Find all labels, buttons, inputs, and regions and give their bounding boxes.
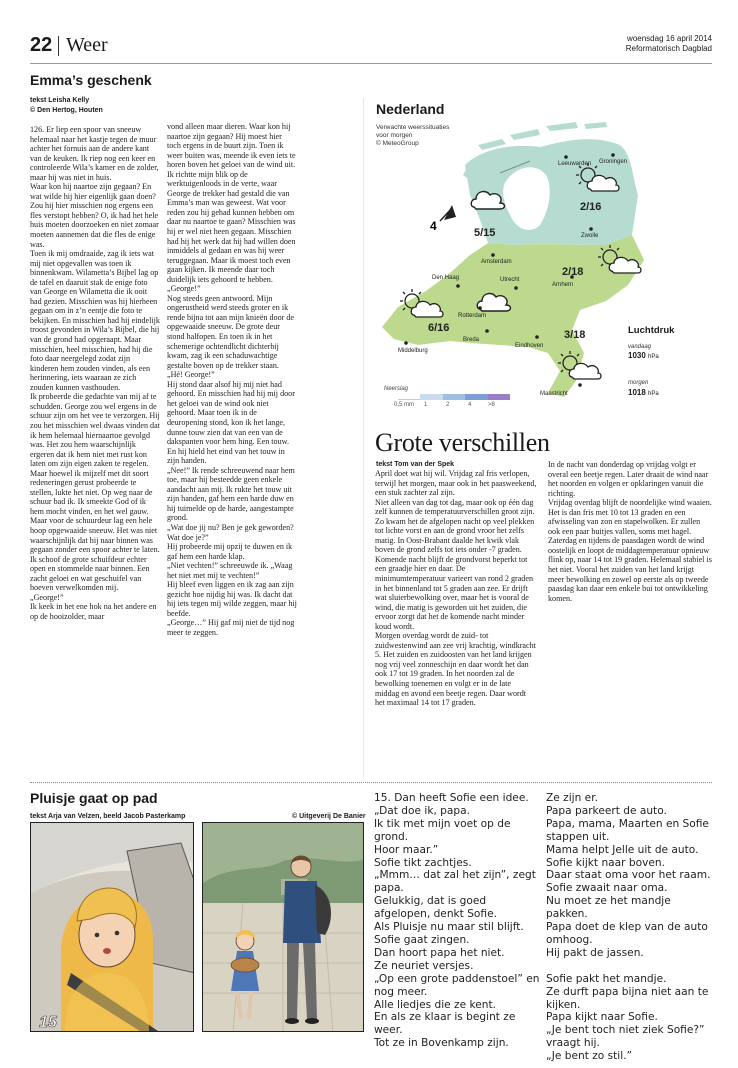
comic-text-column-1: 15. Dan heeft Sofie een idee. „Dat doe ik, papa. Ik tik met mijn voet op de grond. Hoor maar.” Sofie tikt zachtjes. „Mmm… dat zal het zijn”, zegt papa. Gelukkig, dat is goed afgelopen, denkt Sofie. Als Pluisje nu maar stil blijft. Sofie gaat zingen. Dan hoort papa het niet. Ze neuriet versjes. „Op een grote paddenstoel” en nog meer. Alle liedjes die ze kent. En als ze klaar is begint ze weer. Tot ze in Bovenkamp zijn.: [374, 792, 540, 1050]
neerslag-swatch: [465, 394, 487, 400]
emma-article-title: Emma’s geschenk: [30, 72, 152, 88]
city-dot: [535, 335, 539, 339]
father-and-girl-illustration: [203, 823, 364, 1032]
header-rule: [30, 63, 712, 64]
map-subtitle: Verwachte weerssituaties voor morgen © MeteoGroup: [376, 124, 450, 147]
pressure-today: [628, 351, 659, 360]
pressure-tomorrow-value: 1018: [628, 388, 646, 397]
city-label: Groningen: [599, 159, 628, 165]
neerslag-tick: 4: [468, 402, 472, 408]
neerslag-label: Neerslag: [384, 386, 409, 392]
city-label: Zwolle: [581, 233, 599, 239]
pressure-today-value: 1030: [628, 351, 646, 360]
city-dot: [478, 306, 482, 310]
girl-in-car-illustration: [31, 823, 194, 1032]
temperature-label: 2/18: [562, 266, 584, 278]
neerslag-tick: 2: [446, 402, 450, 408]
pressure-tomorrow: [628, 388, 659, 397]
map-island: [510, 129, 540, 140]
emma-publisher: © Den Hertog, Houten: [30, 107, 103, 114]
pressure-unit: hPa: [648, 354, 659, 360]
pressure-tomorrow-label: morgen: [628, 380, 649, 386]
comic-text-column-2: Ze zijn er. Papa parkeert de auto. Papa, mama, Maarten en Sofie stappen uit. Mama helpt Jelle uit de auto. Sofie kijkt naar boven. Daar staat oma voor het raam. Sofie zwaait naar oma. Nu moet ze het mandje pakken. Papa doet de klep van de auto omhoog. Hij pakt de jassen. Sofie pakt het mandje. Ze durft papa bijna niet aan te kijken. Papa kijkt naar Sofie. „Je bent toch niet ziek Sofie?” vraagt hij. „Je bent zo stil.”: [546, 792, 711, 1063]
wind-arrow: [444, 205, 456, 220]
weather-column-2: In de nacht van donderdag op vrijdag volgt er overal een beetje regen. Later draait de wind naar het noorden en volgen er opklaringen vanuit die richting. Vrijdag overdag blijft de noordelijke wind waaien. Het is dan fris met 10 tot 13 graden en een afwisseling van zon en stapelwolken. Er zullen ook een paar buitjes vallen, soms met hagel. Zaterdag en tijdens de paasdagen wordt de wind oostelijk en loopt de middagtemperatuur opnieuw flink op, naar 14 tot 19 graden. Helemaal stabiel is het niet. Vooral het zuiden van het land krijgt meer bewolking en zowel op eerste als op tweede paasdag kan daar een enkele bui tot ontwikkeling komen.: [548, 460, 712, 603]
weather-article-author: tekst Tom van der Spek: [376, 461, 455, 468]
emma-column-1: 126. Er liep een spoor van sneeuw helemaal naar het kastje tegen de muur achter het fornuis aan de andere kant van de keuken. Ik riep nog een keer en controleerde Wila’s kamer en de zolder, maar hij was niet in huis. Waar kon hij naartoe zijn gegaan? En wat wilde hij hier eigenlijk gaan doen? Zou hij hier misschien nog ergens een fles verstopt hebben? O, ik had het hele huis moeten doorzoeken en niet zomaar moeten aannemen dat die fles de enige was. Toen ik mij omdraaide, zag ik iets wat mij niet opgevallen was toen ik binnenkwam. Wilametta’s Bijbel lag op de tafel en daaruit stak de enige foto van George en Wilametta die ik ooit had gezien. Misschien was hij hierheen gegaan om in z’n eentje die foto te bekijken. En misschien had hij eindelijk troost gevonden in Wila’s Bijbel, die hij van de grond had opgeraapt. Maar misschien, heel misschien, had hij die foto daar neergelegd zodat zijn kinderen hem zouden vinden, als een herinnering, iets waaraan ze zich zouden kunnen vasthouden. Ik probeerde die gedachte van mij af te schudden. George zou wel ergens in de schuur zijn om het vee te verzorgen. Hij zou het misschien wel dwaas vinden dat ik hem helemaal hiernaartoe gevolgd was. Het zou hem waarschijnlijk ergeren dat ik hem niet met rust kon laten om zijn eigen zaken te regelen. Maar hoewel ik mijzelf met dit soort redeneringen gerust probeerde te stellen, lukte het niet. Op weg naar de schuur bad ik. Ik smeekte God of ik hem mocht vinden, en het wel gauw. Maar voor de schuurdeur lag een hele hoop opgewaaide sneeuw. Het was niet waarschijnlijk dat hij naar binnen was gegaan zonder een spoor achter te laten. Ik schoof de grote schuifdeur echter open en stommelde naar binnen. Een zacht geloei en wat geschuifel van hoeven verwelkomden mij. „George!” Ik keek in het ene hok na het andere en op de hooizolder, maar: [30, 125, 160, 621]
city-dot: [456, 284, 460, 288]
neerslag-swatch: [398, 394, 420, 400]
comic-copyright: © Uitgeverij De Banier: [292, 813, 366, 820]
comic-panel-number: 15: [39, 1014, 57, 1031]
city-label: Amsterdam: [481, 259, 512, 265]
city-label: Middelburg: [398, 348, 428, 354]
weather-article-title: Grote verschillen: [375, 428, 550, 457]
city-label: Arnhem: [552, 282, 574, 288]
comic-panel-car: [30, 822, 194, 1032]
temperature-label: 2/16: [580, 201, 602, 213]
map-title: Nederland: [376, 101, 445, 117]
city-dot: [589, 227, 593, 231]
comic-title: Pluisje gaat op pad: [30, 790, 158, 806]
temperature-label: 3/18: [564, 329, 586, 341]
luchtdruk-title: Luchtdruk: [628, 325, 675, 336]
city-label: Leeuwarden: [558, 161, 592, 167]
city-dot: [404, 341, 408, 345]
page-number: 22: [30, 34, 53, 56]
city-dot: [611, 153, 615, 157]
comic-credit: tekst Arja van Velzen, beeld Jacob Pasterkamp: [30, 813, 186, 820]
temperature-label: 5/15: [474, 227, 496, 239]
city-dot: [564, 155, 568, 159]
city-label: Rotterdam: [458, 313, 487, 319]
city-label: Breda: [463, 337, 480, 343]
pressure-unit: hPa: [648, 391, 659, 397]
header-newspaper: Reformatorisch Dagblad: [625, 44, 712, 53]
wind-force: 4: [430, 219, 437, 233]
city-label: Utrecht: [500, 277, 520, 283]
city-dot: [514, 286, 518, 290]
city-dot: [485, 329, 489, 333]
header-separator: [58, 36, 59, 56]
emma-column-2: vond alleen maar dieren. Waar kon hij naartoe zijn gegaan? Hij moest hier toch ergens in de buurt zijn. Toen ik weer buiten was, meende ik even iets te horen boven het geloei van de wind uit. Ik richtte mijn blik op de werktuigenloods in de verte, waar George de trekker had gestald die van Emma’s man was geweest. Wat voor reden zou hij gehad kunnen hebben om daar nu naartoe te gaan? Misschien was hij er wel niet heen gegaan. Misschien had hij het werk dat hij had willen doen inmiddels al gedaan en was hij weer teruggegaan. Maar ik moest toch even gaan kijken. Ik meende daar toch duidelijk iets gehoord te hebben. „George!” Nog steeds geen antwoord. Mijn ongerustheid werd steeds groter en ik rende bijna tot aan mijn knieën door de opgewaaide sneeuw. De grote deur stond halfopen. En toen ik in het schemerige ochtendlicht dichterbij kwam, zag ik een schaduwachtige gestalte boven op de trekker staan. „Hé! George!” Hij stond daar alsof hij mij niet had gehoord. En misschien had hij mij door het geloei van de wind ook niet gehoord. Maar toen ik in de deuropening stond, kon ik het lange, dunne touw zien dat van een van de dakspanten voor hem hing. Een touw. En hij hield het eind van het touw in zijn handen. „Nee!” Ik rende schreeuwend naar hem toe, maar hij besteedde geen enkele aandacht aan mij. Ik rukte het touw uit zijn handen, gaf hem een harde duw en hij tuimelde op de harde, aangestampte grond. „Wat doe jij nu? Ben je gek geworden? Wat doe je?” Hij probeerde mij opzij te duwen en ik gaf hem een harde klap. „Niet vechten!” schreeuwde ik. „Waag het niet met mij te vechten!” Hij bleef even liggen en ik zag aan zijn gezicht hoe nijdig hij was. Ik dacht dat hij iets tegen mij wilde zeggen, maar hij beefde. „George…” Hij gaf mij niet de tijd nog meer te zeggen.: [167, 122, 297, 637]
neerslag-swatch: [488, 394, 510, 400]
header-meta: [626, 34, 712, 54]
neerslag-swatch: [443, 394, 465, 400]
emma-author: tekst Leisha Kelly: [30, 97, 90, 104]
city-label: Den Haag: [432, 275, 460, 281]
dotted-separator: [30, 782, 712, 783]
pressure-today-label: vandaag: [628, 344, 652, 350]
neerslag-tick: >8: [488, 402, 495, 408]
temperature-label: 6/16: [428, 322, 450, 334]
neerslag-tick: 1: [424, 402, 428, 408]
column-divider: [363, 98, 364, 778]
map-island: [584, 122, 607, 129]
neerslag-swatch: [420, 394, 442, 400]
map-island: [546, 122, 578, 131]
weather-column-1: April doet wat hij wil. Vrijdag zal fris verlopen, terwijl het morgen, maar ook in het paasweekend, een stuk zachter zal zijn. Niet alleen van dag tot dag, maar ook op één dag zelf kunnen de temperatuurverschillen groot zijn. Zo kwam het de afgelopen nacht op veel plekken tot lichte vorst en aan de grond vroor het zelfs matig. In Oost-Brabant daalde het kwik vlak boven de grond zelfs tot iets onder -7 graden. Komende nacht blijft de grondvorst beperkt tot een graadje hier en daar. De minimumtemperatuur varieert van rond 2 graden in het binnenland tot 5 graden aan zee. Er drijft wat sluierbewolking over, maar het is vooral de wind, die matig is geworden uit het zuiden, die ervoor zorgt dat het de komende nacht minder koud wordt. Morgen overdag wordt de zuid- tot zuidwestenwind aan zee vrij krachtig, windkracht 5. Het zuiden en zuidoosten van het land krijgen nog vrij veel zonneschijn en daar wordt het dan ook 17 tot 19 graden. In het noorden zal de bewolking toenemen en volgt er in de late middag en avond een beetje regen. Daar wordt het maximaal 14 tot 17 graden.: [375, 469, 537, 708]
city-label: Eindhoven: [515, 343, 544, 349]
header-date: woensdag 16 april 2014: [627, 34, 712, 43]
city-dot: [578, 383, 582, 387]
city-dot: [491, 253, 495, 257]
comic-panel-street: [202, 822, 364, 1032]
neerslag-legend-bar: [398, 394, 510, 400]
neerslag-tick: 0,5 mm: [394, 402, 415, 408]
city-label: Maastricht: [540, 391, 568, 397]
section-title: Weer: [66, 34, 108, 56]
